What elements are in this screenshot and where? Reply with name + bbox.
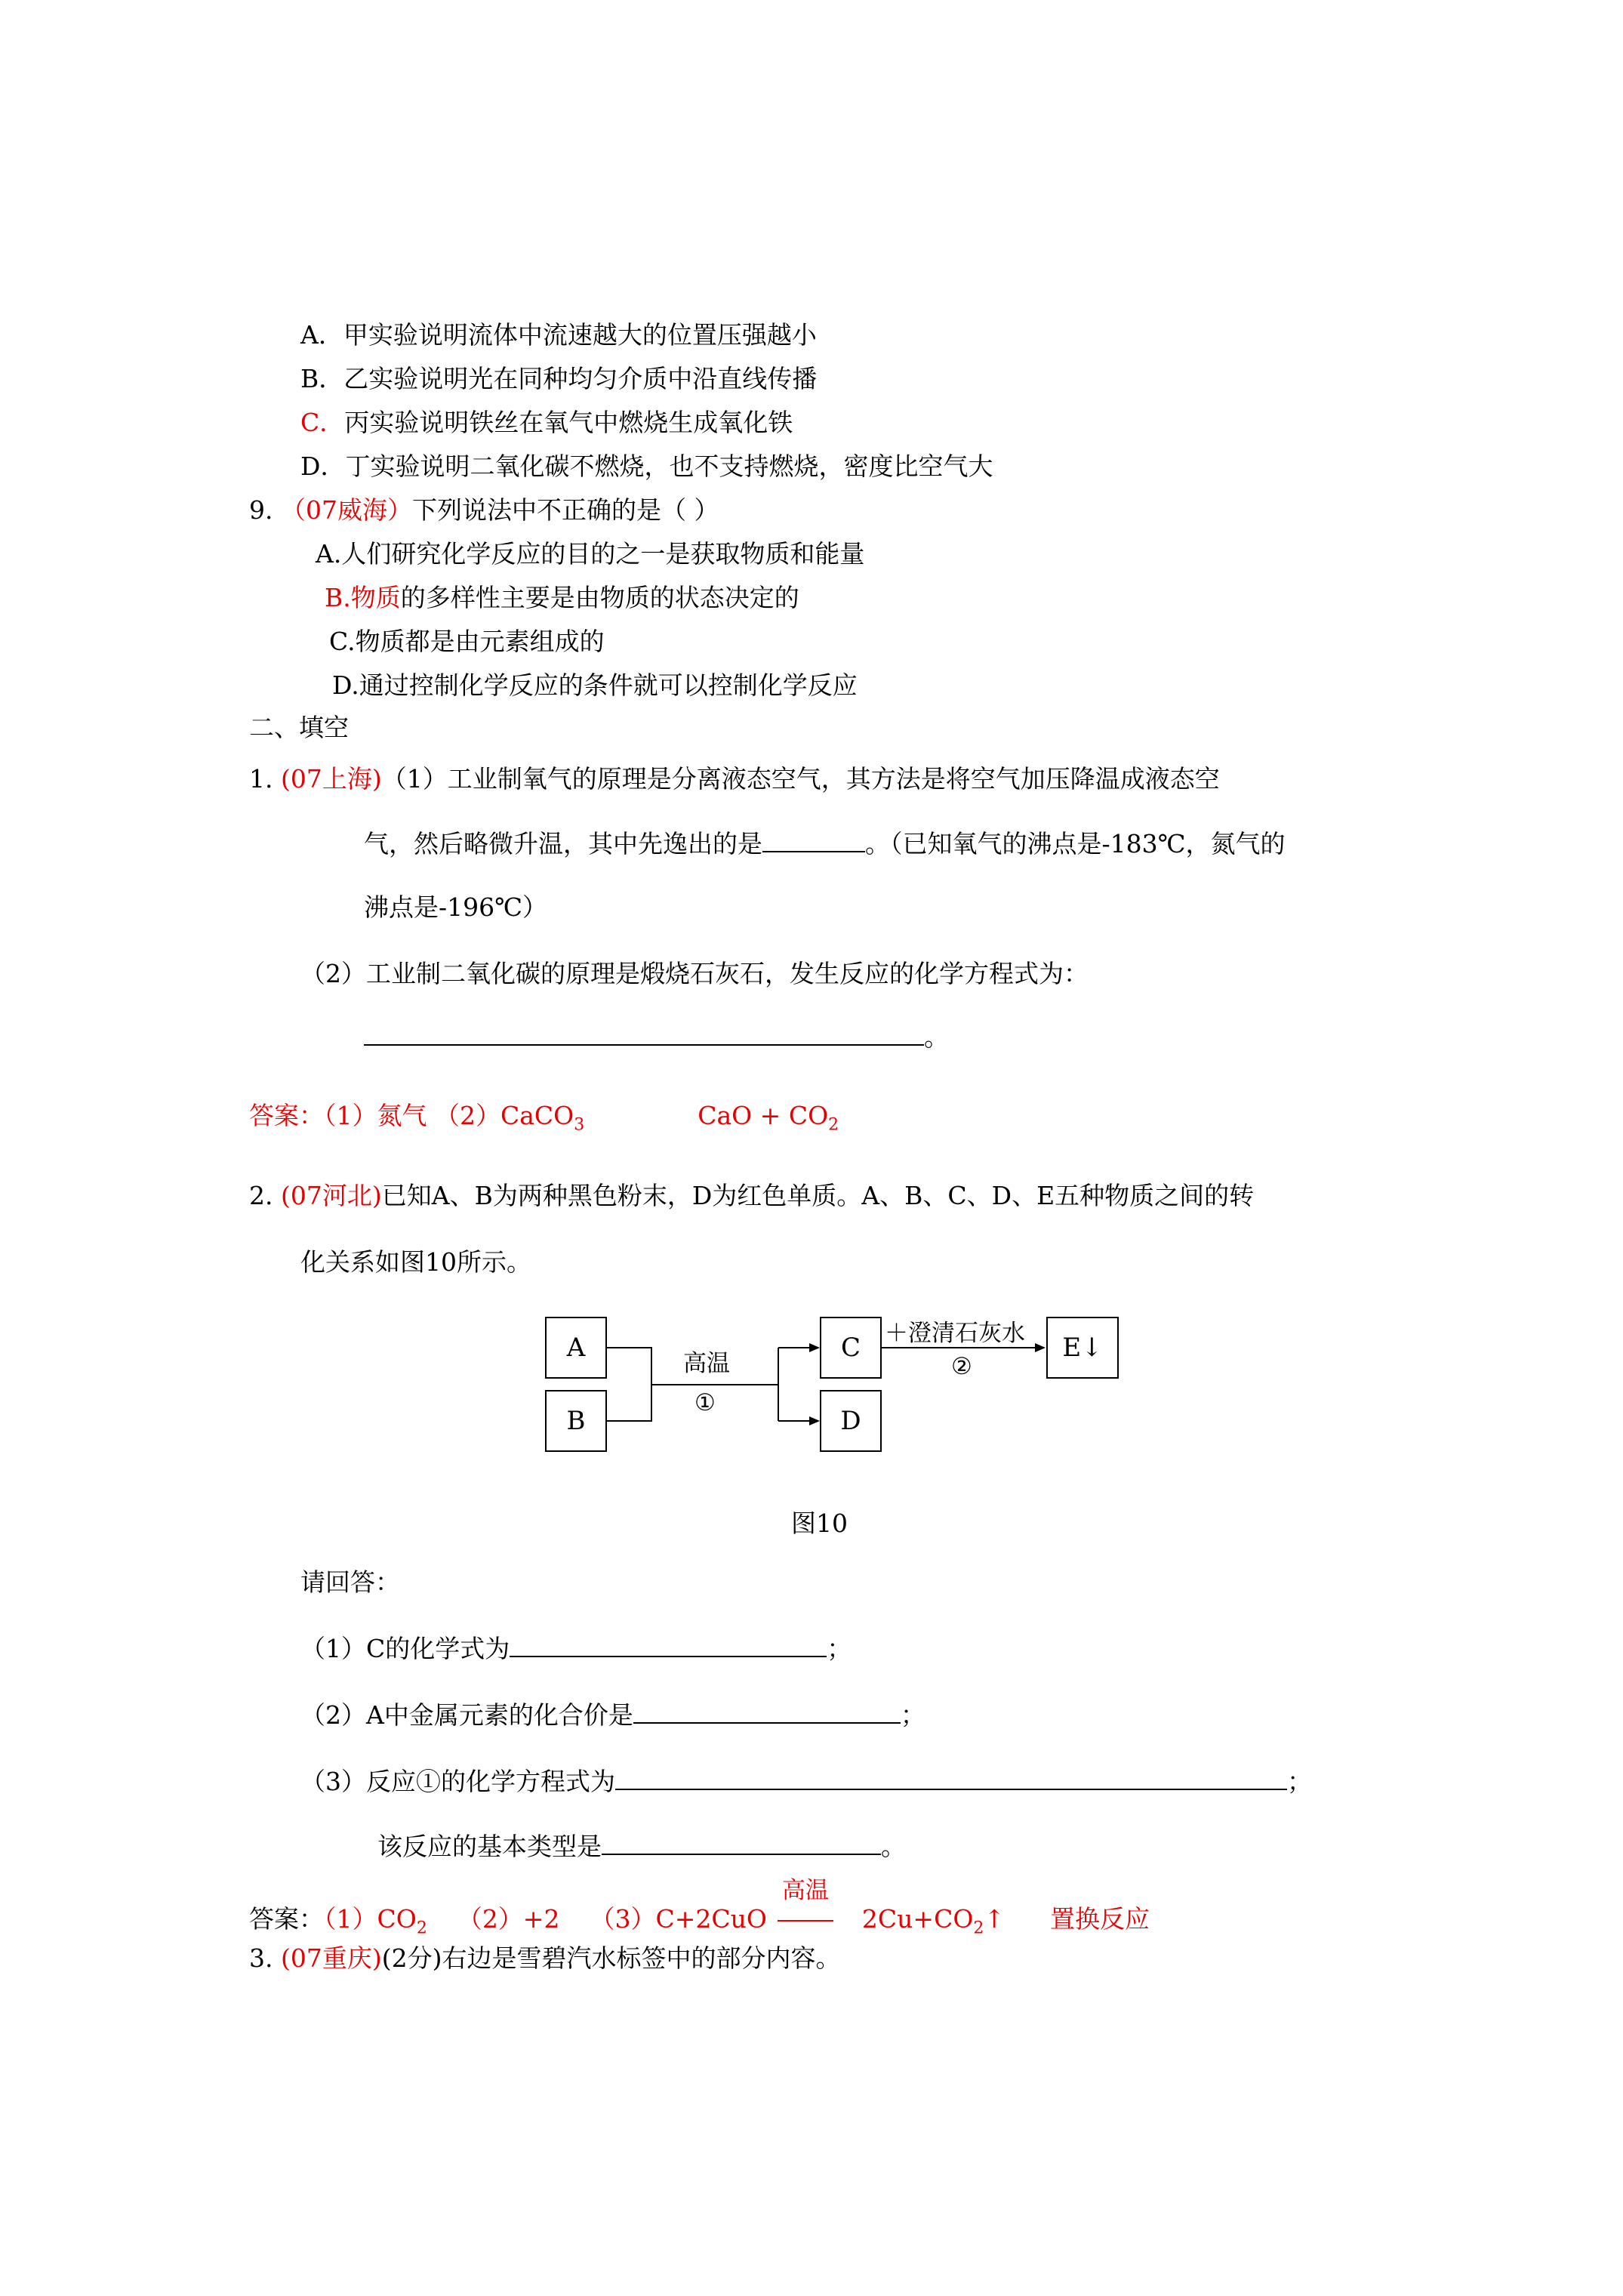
q9-option-a: A.人们研究化学反应的目的之一是获取物质和能量 [316,539,865,569]
f2-q1: （1）C的化学式为 ； [300,1634,852,1663]
box-e: E↓ [1046,1317,1119,1379]
q8-option-a: A．甲实验说明流体中流速越大的位置压强越小 [300,320,817,350]
f1-line4: （2）工业制二氧化碳的原理是煅烧石灰石，发生反应的化学方程式为： [300,959,1089,988]
f1-line2: 气，然后略微升温，其中先逸出的是 。（已知氧气的沸点是-183℃，氮气的 [364,829,1286,858]
f3-line1: 3. (07重庆)(2分)右边是雪碧汽水标签中的部分内容。 [249,1943,841,1973]
f2-q3: （3）反应①的化学方程式为 ； [300,1767,1312,1796]
f1-blank-1[interactable] [762,828,865,852]
q8-option-c: C．丙实验说明铁丝在氧气中燃烧生成氧化铁 [300,408,793,437]
f2-answer: 答案：$(1)CO_2$ （2）+2 （3）C+2CuO 高温 $2Cu+CO_2↑$ 置换反应 [249,1877,1150,1938]
reaction-condition: 高温 [778,1903,833,1936]
f1-line3: 沸点是-196℃） [364,892,548,922]
f2-prompt: 请回答： [300,1567,400,1597]
box-b: B [545,1390,607,1452]
box-a: A [545,1317,607,1379]
f1-answer: 答案：（1）氮气 （2）CaCO$_3$ CaO + $CO_2$ [249,1101,839,1135]
figure-caption: 图10 [791,1509,848,1538]
f2-line2: 化关系如图10所示。 [300,1247,531,1277]
section-title-fill-blank: 二、填空 [249,713,349,742]
q9-option-b: B.物质的多样性主要是由物质的状态决定的 [325,583,799,612]
reaction-diagram [544,1306,1140,1502]
f2-blank-3[interactable] [615,1766,1287,1790]
f2-line1: 2. (07河北)已知A、B为两种黑色粉末，D为红色单质。A、B、C、D、E五种物质之间的转 [249,1181,1255,1210]
f1-line1: 1. (07上海)（1）工业制氧气的原理是分离液态空气，其方法是将空气加压降温成液态空 [249,764,1220,794]
f1-blank-2[interactable] [364,1022,924,1046]
q8-option-d: D．丁实验说明二氧化碳不燃烧，也不支持燃烧，密度比空气大 [300,451,993,481]
q9-option-d: D.通过控制化学反应的条件就可以控制化学反应 [332,670,858,700]
condition-limewater: ＋澄清石灰水 [885,1320,1025,1347]
f2-q4: 该反应的基本类型是 。 [377,1832,906,1861]
f2-q2: （2）A中金属元素的化合价是 ； [300,1700,925,1730]
step-1-label: ① [694,1389,716,1416]
q8-option-b: B．乙实验说明光在同种均匀介质中沿直线传播 [300,364,818,393]
box-c: C [820,1317,882,1379]
q9-option-c: C.物质都是由元素组成的 [329,627,605,656]
step-2-label: ② [951,1353,972,1380]
q9-stem: 9. （07威海）下列说法中不正确的是（ ） [249,495,719,525]
f2-blank-1[interactable] [510,1633,827,1657]
box-d: D [820,1390,882,1452]
condition-high-temp: 高温 [683,1350,730,1377]
f2-blank-4[interactable] [602,1831,881,1855]
f1-line5: 。 [364,1021,949,1054]
f2-blank-2[interactable] [633,1700,901,1724]
